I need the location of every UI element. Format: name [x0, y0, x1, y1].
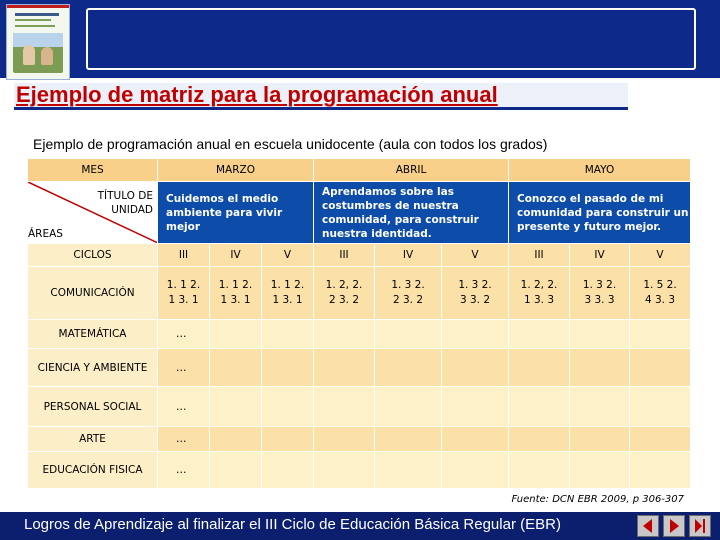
empty-cell — [210, 349, 262, 387]
matematica-label: MATEMÁTICA — [28, 320, 158, 349]
educacion-fisica-label: EDUCACIÓN FISICA — [28, 452, 158, 489]
empty-cell — [375, 320, 442, 349]
competency-cell: 1. 1 2. 1 3. 1 — [158, 267, 210, 320]
empty-cell — [630, 452, 691, 489]
page-title: Ejemplo de matriz para la programación anual — [14, 83, 628, 110]
ellipsis-cell: … — [158, 452, 210, 489]
competency-cell: 1. 2, 2. 1 3. 3 — [509, 267, 570, 320]
empty-cell — [314, 320, 375, 349]
empty-cell — [375, 427, 442, 452]
empty-cell — [314, 349, 375, 387]
personal-social-label: PERSONAL SOCIAL — [28, 387, 158, 427]
ciclo-cell: V — [262, 244, 314, 267]
empty-cell — [630, 427, 691, 452]
ciclos-label: CICLOS — [28, 244, 158, 267]
areas-label: ÁREAS — [28, 228, 63, 240]
empty-cell — [509, 452, 570, 489]
ellipsis-cell: … — [158, 427, 210, 452]
ellipsis-cell: … — [158, 349, 210, 387]
competency-cell: 1. 2, 2. 2 3. 2 — [314, 267, 375, 320]
empty-cell — [262, 427, 314, 452]
ciclo-cell: V — [442, 244, 509, 267]
unit-title-abril: Aprendamos sobre las costumbres de nuestra comunidad, para construir nuestra identidad. — [314, 182, 509, 244]
previous-arrow-icon — [640, 518, 656, 534]
empty-cell — [442, 387, 509, 427]
month-abril: ABRIL — [314, 159, 509, 182]
competency-cell: 1. 5 2. 4 3. 3 — [630, 267, 691, 320]
ciclo-cell: III — [509, 244, 570, 267]
ellipsis-cell: … — [158, 387, 210, 427]
empty-cell — [442, 320, 509, 349]
empty-cell — [314, 427, 375, 452]
month-mayo: MAYO — [509, 159, 691, 182]
mes-header: MES — [28, 159, 158, 182]
empty-cell — [262, 387, 314, 427]
last-arrow-icon — [692, 518, 708, 534]
empty-cell — [630, 387, 691, 427]
annual-programming-matrix — [27, 158, 691, 489]
empty-cell — [262, 452, 314, 489]
empty-cell — [570, 349, 630, 387]
titulo-unidad-label: TÍTULO DE UNIDAD — [97, 190, 153, 216]
empty-cell — [210, 320, 262, 349]
empty-cell — [442, 349, 509, 387]
empty-cell — [375, 452, 442, 489]
empty-cell — [262, 320, 314, 349]
empty-cell — [262, 349, 314, 387]
empty-cell — [442, 452, 509, 489]
comunicacion-label: COMUNICACIÓN — [28, 267, 158, 320]
ciclo-cell: IV — [570, 244, 630, 267]
empty-cell — [314, 452, 375, 489]
header-band — [0, 0, 720, 78]
empty-cell — [570, 427, 630, 452]
ciclo-cell: III — [314, 244, 375, 267]
empty-cell — [509, 349, 570, 387]
empty-cell — [210, 387, 262, 427]
empty-cell — [375, 349, 442, 387]
header-frame — [86, 8, 696, 70]
competency-cell: 1. 1 2. 1 3. 1 — [262, 267, 314, 320]
ciencia-label: CIENCIA Y AMBIENTE — [28, 349, 158, 387]
unit-title-marzo: Cuidemos el medio ambiente para vivir mejor — [158, 182, 314, 244]
competency-cell: 1. 3 2. 3 3. 2 — [442, 267, 509, 320]
competency-cell: 1. 3 2. 2 3. 2 — [375, 267, 442, 320]
empty-cell — [509, 427, 570, 452]
empty-cell — [570, 452, 630, 489]
table-caption: Ejemplo de programación anual en escuela unidocente (aula con todos los grados) — [33, 136, 548, 152]
unit-title-mayo: Conozco el pasado de mi comunidad para construir un presente y futuro mejor. — [509, 182, 691, 244]
ciclo-cell: IV — [210, 244, 262, 267]
ciclo-cell: III — [158, 244, 210, 267]
arte-label: ARTE — [28, 427, 158, 452]
competency-cell: 1. 1 2. 1 3. 1 — [210, 267, 262, 320]
footer-caption: Logros de Aprendizaje al finalizar el III Ciclo de Educación Básica Regular (EBR) — [24, 516, 561, 533]
ellipsis-cell: … — [158, 320, 210, 349]
month-marzo: MARZO — [158, 159, 314, 182]
empty-cell — [442, 427, 509, 452]
empty-cell — [375, 387, 442, 427]
empty-cell — [210, 452, 262, 489]
source-note: Fuente: DCN EBR 2009, p 306-307 — [511, 494, 684, 505]
ciclo-cell: V — [630, 244, 691, 267]
next-slide-button[interactable] — [663, 515, 685, 537]
competency-cell: 1. 3 2. 3 3. 3 — [570, 267, 630, 320]
previous-slide-button[interactable] — [637, 515, 659, 537]
ciclo-cell: IV — [375, 244, 442, 267]
empty-cell — [314, 387, 375, 427]
document-thumbnail — [6, 4, 70, 80]
corner-header-cell — [28, 182, 158, 244]
empty-cell — [210, 427, 262, 452]
empty-cell — [630, 349, 691, 387]
empty-cell — [509, 320, 570, 349]
empty-cell — [570, 320, 630, 349]
empty-cell — [509, 387, 570, 427]
empty-cell — [630, 320, 691, 349]
empty-cell — [570, 387, 630, 427]
next-arrow-icon — [666, 518, 682, 534]
last-slide-button[interactable] — [689, 515, 711, 537]
